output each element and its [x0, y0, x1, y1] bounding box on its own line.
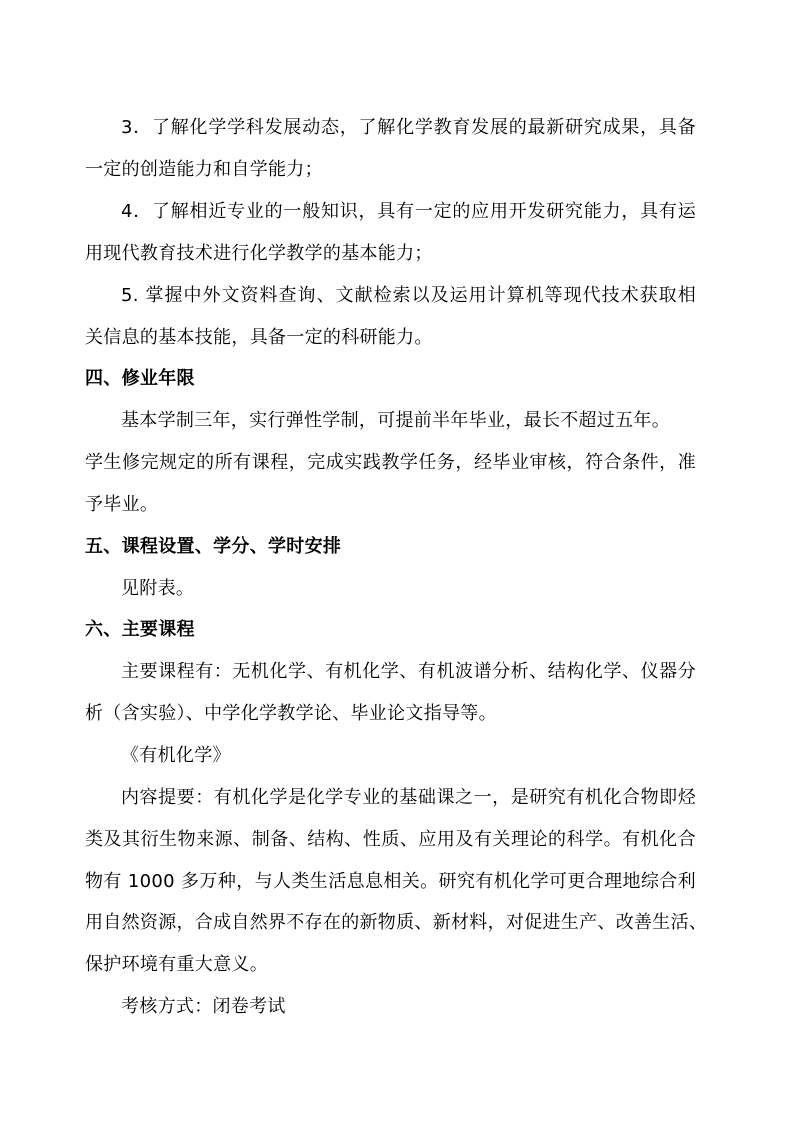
course-desc-line-5: 保护环境有重大意义。 [85, 954, 268, 975]
section-5-line-1: 见附表。 [121, 578, 195, 599]
course-desc-line-3: 物有 1000 多万种，与人类生活息息相关。研究有机化学可更合理地综合利 [85, 871, 696, 892]
item-3-line-2: 一定的创造能力和自学能力； [85, 159, 323, 180]
course-title: 《有机化学》 [121, 745, 231, 766]
item-5-line-1: 5. 掌握中外文资料查询、文献检索以及运用计算机等现代技术获取相 [121, 285, 696, 306]
course-desc-line-2: 类及其衍生物来源、制备、结构、性质、应用及有关理论的科学。有机化合 [85, 829, 696, 850]
course-desc-line-1: 内容提要：有机化学是化学专业的基础课之一，是研究有机化合物即烃 [121, 787, 696, 808]
section-4-line-2: 学生修完规定的所有课程，完成实践教学任务，经毕业审核，符合条件，准 [85, 452, 696, 473]
section-6-line-2: 析（含实验）、中学化学教学论、毕业论文指导等。 [85, 703, 497, 724]
assessment-method: 考核方式：闭卷考试 [121, 996, 286, 1017]
section-6-heading: 六、主要课程 [85, 619, 195, 640]
section-4-heading: 四、修业年限 [85, 368, 195, 389]
section-4-line-3: 予毕业。 [85, 494, 159, 515]
item-4-line-1: 4．了解相近专业的一般知识，具有一定的应用开发研究能力，具有运 [121, 201, 696, 222]
item-4-line-2: 用现代教育技术进行化学教学的基本能力； [85, 243, 433, 264]
section-6-line-1: 主要课程有：无机化学、有机化学、有机波谱分析、结构化学、仪器分 [121, 661, 696, 682]
item-3-line-1: 3．了解化学学科发展动态，了解化学教育发展的最新研究成果，具备 [121, 117, 696, 138]
item-5-line-2: 关信息的基本技能，具备一定的科研能力。 [85, 327, 433, 348]
section-5-heading: 五、课程设置、学分、学时安排 [85, 536, 342, 557]
section-4-line-1: 基本学制三年，实行弹性学制，可提前半年毕业，最长不超过五年。 [121, 410, 670, 431]
course-desc-line-4: 用自然资源，合成自然界不存在的新物质、新材料，对促进生产、改善生活、 [85, 912, 708, 933]
